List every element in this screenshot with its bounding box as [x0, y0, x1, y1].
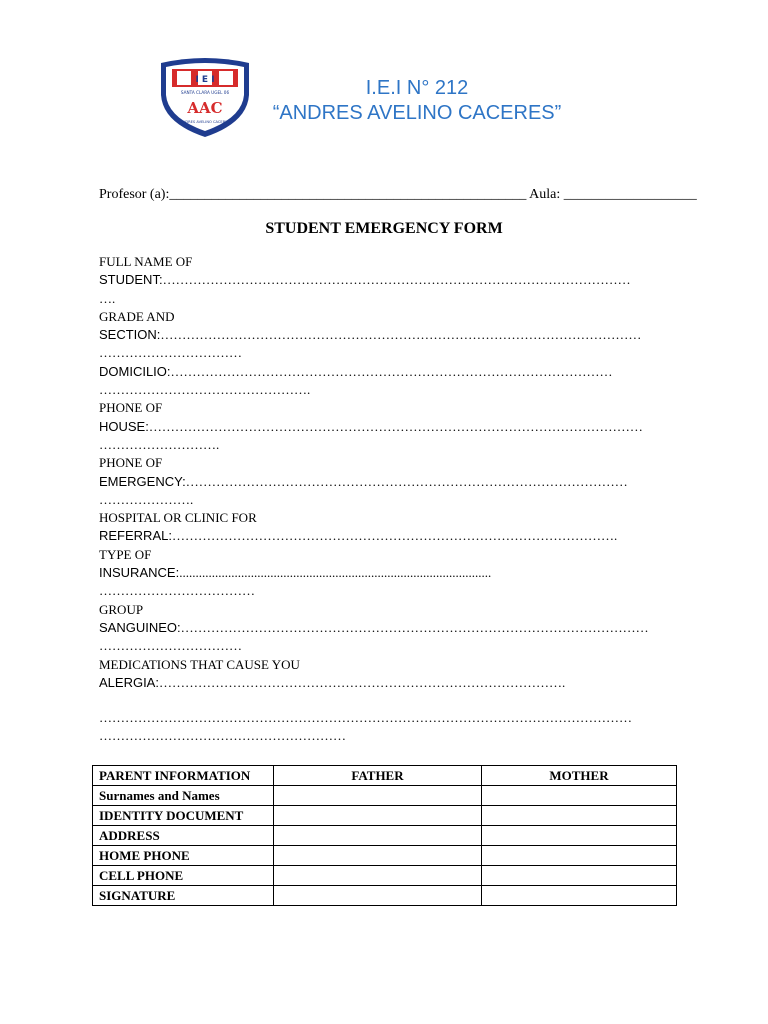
mother-cell[interactable]: [482, 826, 677, 846]
field-continuation[interactable]: ……………………….: [99, 436, 220, 452]
parent-info-table: [92, 765, 677, 906]
domicilio-input-line[interactable]: …………………………………………………………………………………………: [170, 363, 613, 379]
referral-input-line[interactable]: ………………………………………………………………………………………….: [171, 528, 618, 544]
table-row: [93, 806, 677, 826]
logo-ring-text-lower: ANDRES AVELINO CACERES: [180, 120, 230, 124]
mother-cell[interactable]: [482, 886, 677, 906]
field-label: REFERRAL:: [99, 528, 172, 544]
field-label: STUDENT:: [99, 272, 163, 288]
field-caption: GROUP: [99, 601, 144, 617]
table-row: [93, 786, 677, 806]
field-caption: MEDICATIONS THAT CAUSE YOU: [99, 656, 300, 672]
emergency-phone-input-line[interactable]: …………………………………………………………………………………………: [185, 473, 628, 489]
mother-cell[interactable]: [482, 846, 677, 866]
field-row-domicilio: [99, 363, 699, 381]
extra-input-line[interactable]: ……………………………………………………………………………………………………………: [99, 710, 632, 726]
father-cell[interactable]: [274, 866, 482, 886]
form-title: STUDENT EMERGENCY FORM: [265, 220, 503, 237]
allergy-input-line[interactable]: ………………………………………………………………………………….: [158, 674, 566, 690]
field-caption: TYPE OF: [99, 546, 152, 562]
field-continuation[interactable]: ………………….: [99, 491, 194, 507]
field-row-student: [99, 271, 699, 289]
father-cell[interactable]: [274, 806, 482, 826]
field-caption: FULL NAME OF: [99, 254, 193, 269]
field-caption: GRADE AND: [99, 308, 175, 324]
father-cell[interactable]: [274, 886, 482, 906]
extra-input-line[interactable]: …………………………………………………: [99, 728, 346, 744]
field-row-emergency-phone: [99, 473, 699, 491]
field-label: EMERGENCY:: [99, 473, 186, 489]
table-header-row: [93, 766, 677, 786]
mother-cell[interactable]: [482, 866, 677, 886]
field-label: HOUSE:: [99, 418, 149, 434]
header-parent-information: PARENT INFORMATION: [93, 766, 274, 786]
row-label: HOME PHONE: [93, 846, 274, 866]
row-label: IDENTITY DOCUMENT: [93, 806, 274, 826]
header-mother: MOTHER: [482, 766, 677, 786]
house-phone-input-line[interactable]: ……………………………………………………………………………………………………: [148, 418, 643, 434]
field-label: ALERGIA:: [99, 674, 159, 690]
field-continuation[interactable]: ………………………………: [99, 583, 255, 599]
student-name-input-line[interactable]: ………………………………………………………………………………………………: [162, 272, 631, 288]
field-row-insurance: [99, 564, 699, 582]
father-cell[interactable]: [274, 826, 482, 846]
field-caption: HOSPITAL OR CLINIC FOR: [99, 510, 257, 526]
field-row-allergy: [99, 674, 699, 692]
room-label: Aula:: [529, 187, 561, 202]
teacher-input-line[interactable]: ___________________________________________________: [169, 187, 527, 202]
field-row-referral: [99, 527, 699, 545]
table-row: [93, 826, 677, 846]
school-number: I.E.I N° 212: [365, 77, 469, 99]
logo-monogram: AAC: [187, 99, 223, 117]
room-input-line[interactable]: ___________________: [563, 187, 697, 202]
field-label: DOMICILIO:: [99, 363, 171, 379]
field-continuation[interactable]: ….: [99, 290, 116, 306]
table-row: [93, 866, 677, 886]
header-father: FATHER: [274, 766, 482, 786]
field-row-section: [99, 326, 699, 344]
insurance-input-line[interactable]: ................................................................................................: [179, 565, 492, 581]
mother-cell[interactable]: [482, 786, 677, 806]
teacher-room-line: [99, 187, 697, 203]
student-fields: [99, 253, 699, 746]
school-crest-logo: [155, 55, 255, 139]
field-label: SECTION:: [99, 327, 161, 343]
field-continuation[interactable]: ………………………………………….: [99, 382, 311, 398]
row-label: Surnames and Names: [93, 786, 274, 806]
field-label: SANGUINEO:: [99, 619, 181, 635]
field-row-house-phone: [99, 418, 699, 436]
field-label: INSURANCE:: [99, 565, 180, 581]
table-row: [93, 846, 677, 866]
father-cell[interactable]: [274, 786, 482, 806]
field-continuation[interactable]: ……………………………: [99, 345, 242, 361]
logo-top-text: I E I: [195, 75, 215, 85]
school-title: [262, 76, 572, 126]
blood-group-input-line[interactable]: ………………………………………………………………………………………………: [180, 619, 649, 635]
field-continuation[interactable]: ……………………………: [99, 638, 242, 654]
school-name: “ANDRES AVELINO CACERES”: [272, 102, 562, 124]
row-label: ADDRESS: [93, 826, 274, 846]
teacher-label: Profesor (a):: [99, 187, 170, 202]
row-label: CELL PHONE: [93, 866, 274, 886]
field-caption: PHONE OF: [99, 400, 163, 416]
mother-cell[interactable]: [482, 806, 677, 826]
row-label: SIGNATURE: [93, 886, 274, 906]
field-caption: PHONE OF: [99, 455, 163, 471]
logo-ring-text: SANTA CLARA UGEL 06: [180, 90, 230, 95]
field-row-blood-group: [99, 619, 699, 637]
father-cell[interactable]: [274, 846, 482, 866]
grade-section-input-line[interactable]: …………………………………………………………………………………………………: [160, 327, 642, 343]
table-row: [93, 886, 677, 906]
